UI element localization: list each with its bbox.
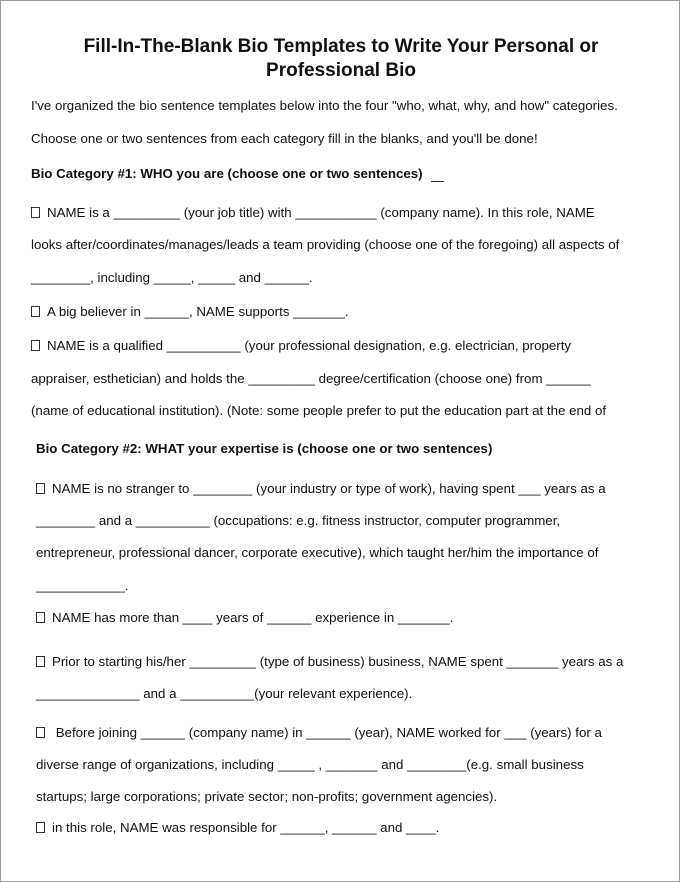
category-2-item-4-line-3: startups; large corporations; private sector; non-profits; government agencies). — [36, 789, 498, 804]
category-2-heading: Bio Category #2: WHAT your expertise is (choose one or two sentences) — [36, 441, 493, 456]
category-1-item-2-line-1: A big believer in ______, NAME supports _______. — [31, 303, 349, 321]
category-2-item-3-line-1: Prior to starting his/her _________ (type of business) business, NAME spent _______ years as a — [36, 653, 623, 671]
checkbox-icon[interactable] — [31, 207, 40, 218]
category-1-item-3-line-3: (name of educational institution). (Note: some people prefer to put the education part at the end of — [31, 403, 607, 418]
title-line-1: Fill-In-The-Blank Bio Templates to Write Your Personal or — [83, 36, 599, 57]
checkbox-icon[interactable] — [36, 822, 45, 833]
category-1-item-1-line-1: NAME is a _________ (your job title) with ___________ (company name). In this role, NAME — [31, 204, 595, 222]
category-2-item-1-line-1: NAME is no stranger to ________ (your industry or type of work), having spent ___ years as a — [36, 480, 606, 498]
heading-underline-mark — [431, 181, 444, 182]
category-2-item-4-line-1: Before joining ______ (company name) in ______ (year), NAME worked for ___ (years) for a — [36, 724, 602, 742]
category-1-heading: Bio Category #1: WHO you are (choose one or two sentences) — [31, 166, 423, 181]
category-2-item-2-line-1: NAME has more than ____ years of ______ experience in _______. — [36, 609, 453, 627]
category-2-item-1-line-2: ________ and a __________ (occupations: e.g. fitness instructor, computer programmer, — [36, 513, 561, 528]
category-2-item-4-line-2: diverse range of organizations, including _____ , _______ and ________(e.g. small business — [36, 757, 584, 772]
category-2-item-3-line-2: ______________ and a __________(your relevant experience). — [36, 686, 413, 701]
category-2-item-1-line-3: entrepreneur, professional dancer, corporate executive), which taught her/him the importance of — [36, 545, 599, 560]
checkbox-icon[interactable] — [36, 612, 45, 623]
intro-line-2: Choose one or two sentences from each category fill in the blanks, and you'll be done! — [31, 131, 538, 146]
category-1-item-1-line-3: ________, including _____, _____ and ______. — [31, 270, 313, 285]
checkbox-icon[interactable] — [36, 656, 45, 667]
intro-line-1: I've organized the bio sentence templates below into the four "who, what, why, and how" categories. — [31, 98, 618, 113]
category-1-item-3-line-1: NAME is a qualified __________ (your professional designation, e.g. electrician, property — [31, 337, 571, 355]
category-1-item-1-line-2: looks after/coordinates/manages/leads a team providing (choose one of the foregoing) all aspects of — [31, 237, 620, 252]
category-1-item-3-line-2: appraiser, esthetician) and holds the _________ degree/certification (choose one) from ______ — [31, 371, 591, 386]
category-2-item-1-line-4: ____________. — [36, 578, 129, 593]
checkbox-icon[interactable] — [36, 483, 45, 494]
document-title — [21, 35, 661, 83]
category-2-item-5-line-1: in this role, NAME was responsible for ______, ______ and ____. — [36, 819, 439, 837]
checkbox-icon[interactable] — [31, 306, 40, 317]
title-line-2: Professional Bio — [266, 60, 416, 81]
checkbox-icon[interactable] — [36, 727, 45, 738]
checkbox-icon[interactable] — [31, 340, 40, 351]
